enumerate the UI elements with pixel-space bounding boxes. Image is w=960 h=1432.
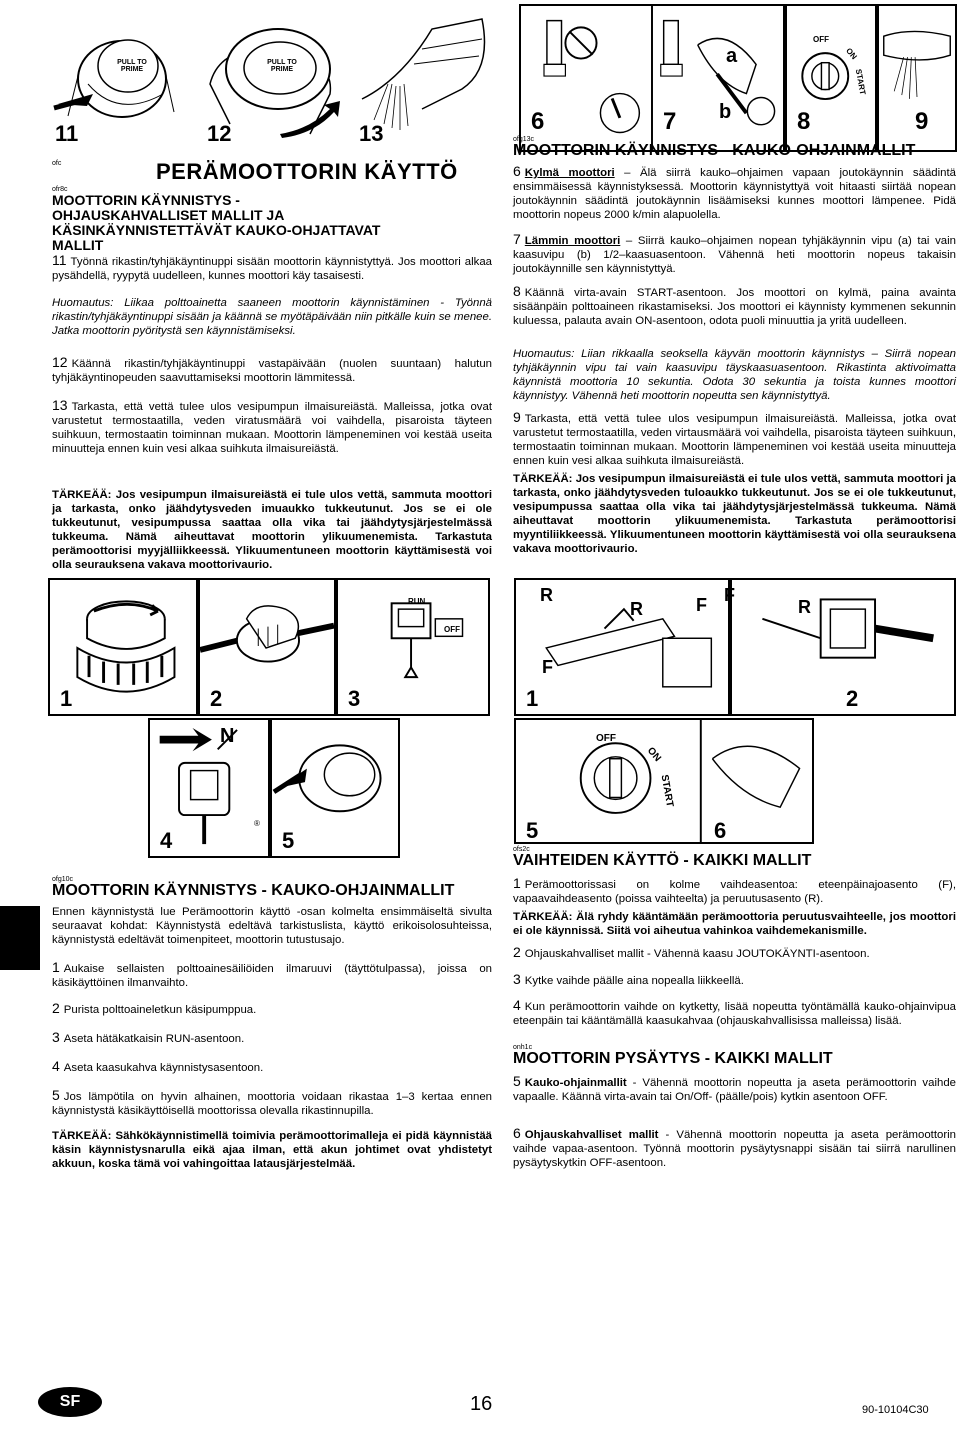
step-12 xyxy=(52,355,492,385)
note-flooded-engine: Huomautus: Liikaa polttoainetta saaneen moottorin käynnistäminen - Työnnä rikastin/tyhjäkäyntinuppi sisään ja käännä se myötäpäivään niin pitkälle kuin se menee. Jatka moottorin pyöritystä sen käynnistämiseksi. xyxy=(52,297,492,337)
important-water-warning-right: TÄRKEÄÄ: Jos vesipumpun ilmaisureiästä ei tule ulos vettä, sammuta moottori ja tarkasta, onko jäähdytysveden tuloaukko tukkeutunut. Jos se ei ole tukkeutunut, vesipumpussa saattaa olla vika tai jäähdytysjärjestelmässä tukkeuma. Nämä aiheuttavat moottorin ylikuumenemista. Tarkastuta perämoottorisi myyntiliikkeessä. Ylikuumentuneen moottorin käyttämisestä voi olla seurauksena vakava moottorivaurio. xyxy=(513,473,956,555)
figure-number-6: 6 xyxy=(531,108,545,135)
step-9 xyxy=(513,410,956,468)
step-6 xyxy=(513,164,956,222)
on-label: ON xyxy=(844,46,859,62)
step-1-left-text: Aukaise sellaisten polttoainesäiliöiden ilmaruuvi (täyttötulpassa), joissa on käsikäyttöinen ilmanvaihto. xyxy=(52,963,492,989)
step-4-right xyxy=(513,998,956,1028)
section-tab-marker xyxy=(0,906,40,970)
step-13-number: 13 xyxy=(52,397,68,413)
start-label-stop-key: START xyxy=(658,773,676,808)
step-2-left-number: 2 xyxy=(52,1000,60,1016)
figure-2-fuel-pump xyxy=(198,578,336,716)
start-label: START xyxy=(853,68,868,96)
step-11-number: 11 xyxy=(52,252,67,268)
off-label-stop: OFF xyxy=(444,625,460,634)
remote-control-illustration xyxy=(521,6,783,150)
step-7-number: 7 xyxy=(513,231,521,247)
step-11 xyxy=(52,253,492,283)
section-heading-remote-start-2: MOOTTORIN KÄYNNISTYS - KAUKO-OHJAINMALLIT xyxy=(52,882,455,899)
label-R-1: R xyxy=(540,585,553,605)
step-2-left xyxy=(52,1001,492,1017)
step-4-left xyxy=(52,1059,492,1075)
step-6-right-number: 6 xyxy=(513,1125,521,1141)
on-label-stop-key: ON xyxy=(644,745,663,764)
step-6-text: – Älä siirrä kauko–ohjaimen vapaan joutokäynnin säädintä ensimmäisessä käynnistyksessä. Moottorin käynnistyttyä voit hitaasti siirtää nopean joutokäynnin säädintä joutokäynnin lisäämiseksi kunnes moottori lämpenee. Pidä moottorin nopeus 2000 k/min alapuolella. xyxy=(513,167,956,221)
figure-number-13: 13 xyxy=(359,121,384,146)
step-1-left-number: 1 xyxy=(52,959,60,975)
section-code-ofg13c: ofg13c xyxy=(513,136,535,143)
section-heading-stopping: MOOTTORIN PYSÄYTYS - KAIKKI MALLIT xyxy=(513,1050,833,1067)
figure-6-7 xyxy=(519,4,785,152)
step-5-right xyxy=(513,1074,956,1104)
figure-mid-number-2: 2 xyxy=(210,686,223,711)
step-1-left xyxy=(52,960,492,990)
section-heading-shifting: VAIHTEIDEN KÄYTTÖ - KAIKKI MALLIT xyxy=(513,852,812,869)
step-6-right-lead: Ohjauskahvalliset mallit xyxy=(524,1129,659,1141)
important-water-warning-left: TÄRKEÄÄ: Jos vesipumpun ilmaisureiästä ei tule ulos vettä, sammuta moottori ja tarkasta, onko jäähdytysveden imuaukko tukkeutunut. Jos se ei ole tukkeutunut, vesipumpussa saattaa olla vika tai jäähdytysjärjestelmässä tukkeuma. Nämä aiheuttavat moottorin ylikuumenemista. Tarkastuta perämoottorisi myyjälliikkeessä. Ylikuumentuneen moottorin käyttämisestä voi olla seurauksena vakava moottorivaurio. xyxy=(52,489,492,571)
section-code-ofc: ofc xyxy=(52,160,62,167)
document-number: 90-10104C30 xyxy=(862,1404,929,1416)
section-heading-manual-start: MOOTTORIN KÄYNNISTYS - OHJAUSKAHVALLISET MALLIT JA KÄSINKÄYNNISTETTÄVÄT KAUKO-OHJATTAVAT MALLIT xyxy=(52,192,381,253)
figure-number-11: 11 xyxy=(55,121,79,146)
step-7-text: – Siirrä kauko–ohjaimen nopean tyhjäkäynnin vipu (a) tai vain kaasuvipu (b) 1/2–kaasuasentoon. Vähennä heti moottorin nopeus takaisin joutokäynnille sen käynnistyttyä. xyxy=(513,235,956,275)
step-2-right-text: Ohjauskahvalliset mallit - Vähennä kaasu JOUTOKÄYNTI-asentoon. xyxy=(524,948,870,960)
figure-shift-1 xyxy=(514,578,730,716)
important-reverse-gear: TÄRKEÄÄ: Älä ryhdy kääntämään perämoottoria peruutusvaihteelle, jos moottori ei ole käynnissä. Siitä voi aiheutua vahinkoa vaihdemekanismille. xyxy=(513,911,956,937)
label-a: a xyxy=(726,45,738,67)
step-8 xyxy=(513,284,956,328)
pull-to-prime-label-1: PULL TO PRIME xyxy=(117,59,147,73)
figure-stop-number-5: 5 xyxy=(526,818,539,843)
step-3-left-number: 3 xyxy=(52,1029,60,1045)
page-title: PERÄMOOTTORIN KÄYTTÖ xyxy=(156,159,458,184)
step-7-lead: Lämmin moottori xyxy=(524,235,621,247)
figure-stop-number-6: 6 xyxy=(714,818,727,843)
figure-shift-number-2: 2 xyxy=(846,686,859,711)
label-R-2: R xyxy=(630,599,643,619)
step-1-right-number: 1 xyxy=(513,875,521,891)
step-12-text: Käännä rikastin/tyhjäkäyntinuppi vastapäivään (nuolen suuntaan) halutun tyhjäkäyntinopeuden saavuttamiseksi moottorin lämmitessä. xyxy=(52,358,492,384)
step-3-right-number: 3 xyxy=(513,971,521,987)
step-13-text: Tarkasta, että vettä tulee ulos vesipumpun ilmaisureiästä. Malleissa, jotka ovat varustetut termostaatilla, veden viratusmäärä voi vaihdella, pisaroista täyteen suihkuun, termostaatin toiminnan mukaan. Moottorin lämpeneminen voi kestää useita minuutteja ennen kuin vesi alkaa suihkuta ilmaisureiästä. xyxy=(52,401,492,455)
figure-4-throttle xyxy=(148,718,270,858)
figure-shift-number-1: 1 xyxy=(526,686,539,711)
step-9-number: 9 xyxy=(513,409,521,425)
figure-mid-number-4: 4 xyxy=(160,828,173,853)
important-electric-start: TÄRKEÄÄ: Sähkökäynnistimellä toimivia perämoottorimalleja ei pidä käynnistää käsin käynnistysnarulla eikä ajaa ilman, että akun johtimet ovat yhdistetyt akkuun, koska tämä voi vahingoittaa latausjärjestelmää. xyxy=(52,1130,492,1170)
step-2-left-text: Purista polttoaineletkun käsipumppua. xyxy=(63,1004,257,1016)
step-12-number: 12 xyxy=(52,354,68,370)
step-13 xyxy=(52,398,492,456)
section-code-ofr8c: ofr8c xyxy=(52,186,68,193)
step-4-right-number: 4 xyxy=(513,997,521,1013)
note-rich-mixture: Huomautus: Liian rikkaalla seoksella käyvän moottorin käynnistys – Siirrä nopean tyhjäkäynnin vipu tai vain kaasuvipu täyskaasuasentoon. Rikastinta aktivoimatta käynnistä moottoria 10 sekuntia. Odota 30 sekuntia ja toista kunnes moottori käynnistyy. Vähennä heti moottorin nopeutta sen käynnistyttyä. xyxy=(513,348,956,402)
figure-number-12: 12 xyxy=(207,121,232,146)
run-label: RUN xyxy=(408,597,426,606)
step-11-text: Työnnä rikastin/tyhjäkäyntinuppi sisään moottorin käynnistyttyä. Jos moottori alkaa pysähdellä, ryypytä uudelleen, kunnes moottori käy tasaisesti. xyxy=(52,256,492,282)
remote-shift-illustration xyxy=(732,580,954,714)
step-3-right-text: Kytke vaihde päälle aina nopealla liikkeellä. xyxy=(524,975,744,987)
step-5-right-number: 5 xyxy=(513,1073,521,1089)
label-F-2: F xyxy=(542,657,553,677)
figure-3-stop-switch xyxy=(336,578,490,716)
page-number: 16 xyxy=(470,1393,493,1415)
step-4-right-text: Kun perämoottorin vaihde on kytketty, lisää nopeutta työntämällä kauko-ohjainvipua eteenpäin tai kääntämällä kaasukahvaa (ohjauskahvallisissa malleissa) lisää. xyxy=(513,1001,956,1027)
step-5-right-lead: Kauko-ohjainmallit xyxy=(524,1077,627,1089)
figure-9 xyxy=(877,4,957,152)
step-6-right xyxy=(513,1126,956,1170)
step-5-left xyxy=(52,1088,492,1118)
neutral-label-N: N xyxy=(220,725,235,747)
section-code-ofg10c: ofg10c xyxy=(52,876,74,883)
step-6-right-text: - Vähennä moottorin nopeutta ja aseta perämoottorin vaihde vapaa-asentoon. Työnnä moottorin pysäytysnappi sisään tai siirrä narullinen pysäytyskytkin OFF-asentoon. xyxy=(513,1129,957,1169)
step-5-left-text: Jos lämpötila on hyvin alhainen, moottoria voidaan rikastaa 1–3 kertaa ennen käynnistystä käsikäyttöisellä moottorissa olevalla rikastinnupilla. xyxy=(52,1091,492,1117)
off-label-stop-key: OFF xyxy=(596,733,616,744)
step-3-left xyxy=(52,1030,492,1046)
figure-1-fuel-tank xyxy=(48,578,198,716)
section-code-ofs2c: ofs2c xyxy=(513,846,530,853)
step-5-right-text: - Vähennä moottorin nopeutta ja aseta perämoottorin vaihde vapaalle. Käännä virta-avain tai On/Off- (päälle/pois) kytkin asentoon OFF. xyxy=(513,1077,956,1103)
step-5-left-number: 5 xyxy=(52,1087,60,1103)
registered-mark: ® xyxy=(254,819,260,828)
figure-8 xyxy=(785,4,877,152)
figure-shift-2 xyxy=(724,578,956,716)
step-6-number: 6 xyxy=(513,163,521,179)
step-2-right-number: 2 xyxy=(513,944,521,960)
figure-mid-number-5: 5 xyxy=(282,828,295,853)
section-heading-remote-start: MOOTTORIN KÄYNNISTYS - KAUKO-OHJAINMALLIT xyxy=(513,142,916,159)
figure-number-9: 9 xyxy=(915,108,929,135)
step-1-right-text: Perämoottorissasi on kolme vaihdeasentoa: eteenpäinajoasento (F), vapaavaihdeasento (poissa vaihteelta) ja peruutusasento (R). xyxy=(513,879,956,905)
step-8-text: Käännä virta-avain START-asentoon. Jos moottori on kylmä, paina avainta sisäänpäin polttoaineen rikastamiseksi. Jos moottori ei käynnisty kymmenen sekunnin kuluessa, palauta avain ON-asentoon, odota puoli minuuttia ja yritä uudelleen. xyxy=(513,287,956,327)
language-badge xyxy=(38,1387,102,1417)
off-label: OFF xyxy=(813,35,829,44)
label-R-3: R xyxy=(798,597,811,617)
figure-stop-5 xyxy=(514,718,814,844)
pull-to-prime-label-2: PULL TO PRIME xyxy=(267,59,297,73)
step-2-right xyxy=(513,945,956,961)
figure-number-8: 8 xyxy=(797,108,811,135)
step-7 xyxy=(513,232,956,276)
label-F-3: F xyxy=(724,585,735,605)
label-F-1: F xyxy=(696,595,707,615)
step-4-left-text: Aseta kaasukahva käynnistysasentoon. xyxy=(63,1062,264,1074)
figure-mid-number-1: 1 xyxy=(60,686,73,711)
step-3-right xyxy=(513,972,956,988)
step-6-lead: Kylmä moottori xyxy=(524,167,615,179)
figure-mid-number-3: 3 xyxy=(348,686,361,711)
language-badge-text: SF xyxy=(59,1393,81,1410)
label-b: b xyxy=(719,101,732,123)
figure-5-choke xyxy=(270,718,400,858)
step-3-left-text: Aseta hätäkatkaisin RUN-asentoon. xyxy=(63,1033,245,1045)
step-8-number: 8 xyxy=(513,283,521,299)
step-4-left-number: 4 xyxy=(52,1058,60,1074)
figure-number-7: 7 xyxy=(663,108,677,135)
intro-paragraph: Ennen käynnistystä lue Perämoottorin käyttö -osan kolmelta ensimmäiseltä sivulta seuraavat kohdat: Käynnistystä edeltävä tarkistuslista, käyttö erikoisolosuhteissa, käynnistystä edeltävät toimenpiteet, moottorin tutustusajo. xyxy=(52,906,492,946)
step-9-text: Tarkasta, että vettä tulee ulos vesipumpun ilmaisureiästä. Malleissa, jotka ovat varustetut termostaatilla, veden virtausmäärä voi vaihdella, pisaroista täyteen suihkuun, termostaatin toiminnan mukaan. Moottorin lämpeneminen voi kestää useita minuutteja ennen kuin vesi alkaa suihkuta ilmaisureiästä. xyxy=(513,413,956,467)
section-code-onh1c: onh1c xyxy=(513,1044,533,1051)
step-1-right xyxy=(513,876,956,906)
